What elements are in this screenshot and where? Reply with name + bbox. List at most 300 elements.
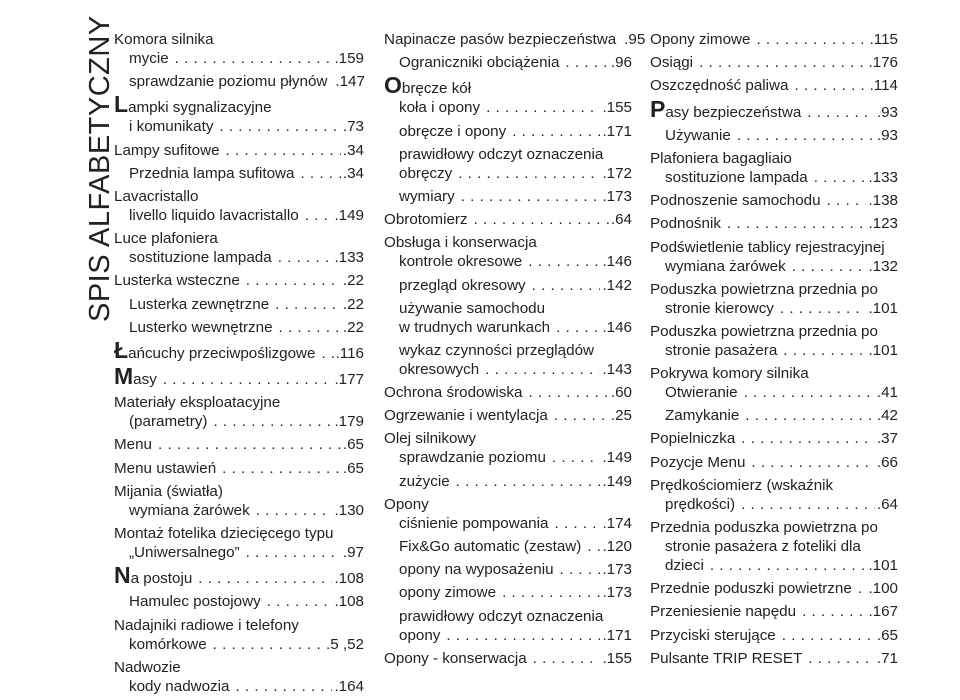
index-entry — [384, 341, 632, 360]
page-number: .173 — [602, 187, 632, 205]
leader-dots — [456, 472, 601, 491]
entry-term: stronie kierowcy — [665, 299, 774, 317]
leader-dots — [741, 495, 875, 514]
index-entry — [384, 560, 632, 579]
index-entry — [650, 95, 898, 122]
page-number: .93 — [876, 126, 898, 144]
index-entry — [650, 257, 898, 276]
leader-dots — [246, 271, 341, 290]
index-entry — [384, 472, 632, 491]
entry-term: prawidłowy odczyt oznaczenia — [399, 145, 604, 163]
index-entry — [114, 295, 364, 314]
entry-term: dzieci — [665, 557, 704, 574]
leader-dots — [512, 122, 600, 141]
section-initial-letter: N — [114, 562, 131, 589]
section-initial-letter: O — [384, 72, 402, 99]
entry-term: Przednia lampa sufitowa — [129, 164, 295, 182]
entry-term: Pulsante TRIP RESET — [650, 649, 803, 667]
page-number: .34 — [342, 141, 364, 159]
index-entry — [650, 476, 898, 495]
page-number: .138 — [868, 192, 898, 210]
index-entry — [114, 592, 364, 611]
leader-dots — [279, 318, 341, 337]
entry-term: Przednie poduszki powietrzne — [650, 580, 852, 598]
entry-term: opony na wyposażeniu — [399, 561, 554, 579]
index-entry — [650, 406, 898, 425]
index-entry — [650, 453, 898, 472]
entry-term: Prędkościomierz (wskaźnik — [650, 476, 834, 494]
index-entry — [650, 191, 898, 210]
entry-term: Ograniczniki obciążenia — [399, 54, 560, 72]
index-entry — [114, 635, 364, 654]
index-entry — [650, 53, 898, 72]
leader-dots — [226, 141, 341, 160]
index-entry — [384, 72, 632, 99]
page-number: .174 — [602, 514, 632, 532]
leader-dots — [780, 299, 867, 318]
page-number: .101 — [868, 557, 898, 574]
leader-dots — [587, 537, 600, 556]
leader-dots — [267, 592, 333, 611]
page-number: .97 — [342, 544, 364, 561]
entry-term: sostituzione lampada — [665, 168, 808, 186]
page-number: .146 — [602, 253, 632, 271]
entry-term: sostituzione lampada — [129, 249, 272, 267]
index-entry — [384, 187, 632, 206]
entry-term: Opony zimowe — [650, 31, 751, 48]
entry-term: Nadajniki radiowe i telefony — [114, 616, 299, 634]
entry-term: Obrotomierz — [384, 211, 468, 229]
leader-dots — [560, 560, 601, 579]
page-number: .100 — [868, 580, 898, 598]
page-number: .133 — [334, 249, 364, 267]
page-number: .60 — [610, 384, 632, 402]
page-number: .176 — [868, 54, 898, 72]
entry-term: Pozycje Menu — [650, 453, 746, 471]
index-entry — [650, 579, 898, 598]
page-number: .173 — [602, 561, 632, 579]
entry-term: Poduszka powietrzna przednia po — [650, 322, 878, 340]
index-entry — [114, 117, 364, 136]
leader-dots — [554, 514, 600, 533]
section-initial-letter: P — [650, 95, 666, 122]
leader-dots — [213, 635, 324, 654]
page-number: .149 — [334, 206, 364, 224]
index-entry — [384, 233, 632, 252]
page-number: .64 — [610, 211, 632, 229]
index-entry — [114, 91, 364, 118]
leader-dots — [528, 383, 608, 402]
leader-dots — [533, 649, 601, 668]
leader-dots — [756, 30, 867, 49]
page-number: .155 — [602, 99, 632, 117]
page-number: .64 — [876, 495, 898, 513]
index-entry — [114, 248, 364, 267]
index-entry — [114, 616, 364, 635]
page-number: .115 — [869, 31, 898, 48]
entry-term: (parametry) — [129, 413, 208, 431]
page-number: .171 — [602, 626, 632, 644]
page-number: .130 — [334, 501, 364, 519]
entry-term: asy — [133, 371, 157, 389]
leader-dots — [710, 556, 867, 575]
index-column-1 — [114, 30, 364, 700]
page-number: .22 — [342, 295, 364, 313]
page-number: .167 — [868, 603, 898, 621]
entry-term: wymiana żarówek — [129, 501, 250, 519]
leader-dots — [163, 370, 333, 389]
leader-dots — [219, 117, 340, 136]
index-entry — [114, 412, 364, 431]
page-number: .171 — [602, 122, 632, 140]
entry-term: zużycie — [399, 472, 450, 490]
index-entry — [650, 76, 898, 95]
entry-term: Lusterka zewnętrzne — [129, 295, 270, 313]
index-entry — [650, 518, 898, 537]
page-number: .120 — [602, 538, 632, 555]
index-entry — [114, 336, 364, 363]
page-number: .101 — [868, 299, 898, 317]
index-entry — [650, 149, 898, 168]
index-entry — [650, 364, 898, 383]
leader-dots — [827, 191, 867, 210]
index-entry — [650, 214, 898, 233]
leader-dots — [305, 206, 333, 225]
page-number: .172 — [602, 164, 632, 182]
leader-dots — [486, 98, 600, 117]
index-entry — [384, 429, 632, 448]
leader-dots — [222, 459, 341, 478]
page-number: .159 — [334, 50, 364, 67]
leader-dots — [745, 406, 875, 425]
entry-term: Olej silnikowy — [384, 430, 476, 448]
index-entry — [384, 276, 632, 295]
index-entry — [650, 238, 898, 257]
entry-term: sprawdzanie poziomu — [399, 449, 546, 467]
page-number: .123 — [868, 215, 898, 233]
index-entry — [384, 495, 632, 514]
index-entry — [384, 145, 632, 164]
entry-term: Podnośnik — [650, 215, 721, 233]
leader-dots — [502, 583, 600, 602]
page-number: .25 — [610, 407, 632, 425]
side-title — [52, 15, 116, 322]
entry-term: wykaz czynności przeglądów — [399, 341, 594, 359]
entry-term: Otwieranie — [665, 384, 738, 402]
index-entry — [650, 383, 898, 402]
page-number: .93 — [876, 103, 898, 121]
leader-dots — [321, 344, 333, 363]
entry-term: sprawdzanie poziomu płynów — [129, 73, 328, 91]
leader-dots — [727, 214, 867, 233]
leader-dots — [858, 579, 867, 598]
leader-dots — [246, 543, 341, 562]
entry-term: obręczy — [399, 164, 453, 182]
page-number: .73 — [342, 118, 364, 136]
entry-term: Przyciski sterujące — [650, 626, 776, 644]
leader-dots — [556, 318, 600, 337]
entry-term: Menu — [114, 436, 152, 454]
leader-dots — [198, 569, 332, 588]
page-number: .114 — [869, 77, 898, 95]
entry-term: Opony - konserwacja — [384, 649, 527, 667]
leader-dots — [474, 210, 609, 229]
entry-term: Mijania (światła) — [114, 482, 223, 500]
entry-term: Lusterka wsteczne — [114, 272, 240, 290]
index-entry — [384, 583, 632, 602]
index-entry — [114, 363, 364, 390]
page-number: .65 — [342, 459, 364, 477]
page-number: .42 — [876, 407, 898, 425]
entry-term: Podświetlenie tablicy rejestracyjnej — [650, 238, 885, 256]
page-number: .147 — [335, 73, 365, 91]
entry-term: Luce plafoniera — [114, 230, 218, 248]
index-column-2 — [384, 30, 646, 672]
entry-term: opony zimowe — [399, 584, 497, 602]
page-number: .66 — [876, 453, 898, 471]
page-number: .65 — [876, 626, 898, 644]
entry-term: komórkowe — [129, 635, 207, 653]
page-number: .179 — [334, 413, 364, 431]
entry-term: koła i opony — [399, 99, 481, 117]
page-number: .132 — [868, 257, 898, 275]
leader-dots — [782, 626, 875, 645]
entry-term: a postoju — [130, 570, 193, 588]
entry-term: kontrole okresowe — [399, 253, 523, 271]
index-entry — [384, 649, 632, 668]
index-entry — [650, 602, 898, 621]
entry-term: Plafoniera bagagliaio — [650, 149, 792, 167]
index-entry — [384, 122, 632, 141]
leader-dots — [807, 103, 875, 122]
index-entry — [114, 562, 364, 589]
index-entry — [114, 49, 364, 68]
leader-dots — [278, 248, 333, 267]
leader-dots — [528, 252, 600, 271]
entry-term: Lavacristallo — [114, 187, 199, 205]
entry-term: Komora silnika — [114, 31, 214, 48]
section-initial-letter: M — [114, 363, 134, 390]
index-entry — [650, 322, 898, 341]
index-entry — [384, 537, 632, 556]
leader-dots — [737, 126, 875, 145]
index-entry — [114, 524, 364, 543]
index-entry — [114, 501, 364, 520]
index-entry — [114, 141, 364, 160]
leader-dots — [300, 164, 340, 183]
entry-term: Lampy sufitowe — [114, 141, 220, 159]
section-initial-letter: Ł — [114, 336, 129, 363]
entry-term: Opony — [384, 495, 429, 513]
page-number: .133 — [868, 168, 898, 186]
index-entry — [650, 537, 898, 556]
leader-dots — [565, 53, 608, 72]
leader-dots — [175, 49, 333, 68]
entry-term: Obsługa i konserwacja — [384, 234, 537, 252]
index-entry — [650, 495, 898, 514]
entry-term: ańcuchy przeciwpoślizgowe — [128, 344, 316, 362]
leader-dots — [554, 406, 609, 425]
index-entry — [650, 280, 898, 299]
page-number: .108 — [334, 593, 364, 611]
leader-dots — [446, 626, 600, 645]
index-entry — [384, 607, 632, 626]
entry-term: Osiągi — [650, 54, 694, 72]
index-entry — [114, 677, 364, 696]
entry-term: prawidłowy odczyt oznaczenia — [399, 607, 604, 625]
page-number: .95 — [624, 31, 646, 48]
entry-term: Materiały eksploatacyjne — [114, 394, 281, 412]
index-entry — [384, 210, 632, 229]
page-number: .155 — [602, 649, 632, 667]
index-entry — [650, 299, 898, 318]
page-number: .149 — [602, 472, 632, 490]
index-entry — [114, 658, 364, 677]
entry-term: Oszczędność paliwa — [650, 77, 789, 95]
index-entry — [650, 126, 898, 145]
index-entry — [384, 514, 632, 533]
page-number: .65 — [342, 436, 364, 454]
index-entry — [384, 299, 632, 318]
entry-term: opony — [399, 626, 441, 644]
leader-dots — [552, 448, 601, 467]
entry-term: Przednia poduszka powietrzna po — [650, 519, 878, 536]
index-entry — [650, 429, 898, 448]
leader-dots — [741, 429, 875, 448]
index-entry — [384, 53, 632, 72]
index-entry — [384, 164, 632, 183]
leader-dots — [792, 257, 867, 276]
entry-term: Menu ustawień — [114, 459, 217, 477]
entry-term: Popielniczka — [650, 430, 736, 448]
page-number: .149 — [602, 449, 632, 467]
leader-dots — [532, 276, 601, 295]
entry-term: Hamulec postojowy — [129, 593, 261, 611]
leader-dots — [213, 412, 332, 431]
page-number: .143 — [602, 360, 632, 378]
entry-term: Podnoszenie samochodu — [650, 192, 821, 210]
leader-dots — [783, 341, 866, 360]
leader-dots — [485, 360, 600, 379]
index-entry — [384, 30, 646, 49]
entry-term: Lusterko wewnętrzne — [129, 318, 273, 336]
entry-term: ampki sygnalizacyjne — [128, 99, 272, 117]
entry-term: „Uniwersalnego” — [129, 544, 240, 561]
entry-term: Napinacze pasów bezpieczeństwa — [384, 31, 617, 48]
leader-dots — [802, 602, 866, 621]
page-number: .108 — [334, 570, 364, 588]
index-entry — [650, 556, 898, 575]
page-number: .173 — [602, 584, 632, 602]
page-number: .164 — [334, 677, 364, 695]
leader-dots — [275, 295, 341, 314]
entry-term: bręcze kół — [401, 80, 472, 98]
entry-term: stronie pasażera — [665, 341, 778, 359]
page-number: .142 — [602, 276, 632, 294]
entry-term: Zamykanie — [665, 407, 740, 425]
entry-term: wymiana żarówek — [665, 257, 786, 275]
index-entry — [114, 318, 364, 337]
entry-term: asy bezpieczeństwa — [665, 103, 802, 121]
leader-dots — [158, 435, 341, 454]
side-title-text: SPIS ALFABETYCZNY — [84, 15, 116, 322]
page-number: .96 — [610, 54, 632, 72]
page-number: .37 — [876, 430, 898, 448]
index-entry — [114, 435, 364, 454]
index-entry — [384, 626, 632, 645]
index-entry — [650, 649, 898, 668]
index-entry — [384, 318, 632, 337]
index-entry — [114, 482, 364, 501]
page-number: .34 — [342, 164, 364, 182]
entry-term: mycie — [129, 50, 169, 67]
leader-dots — [235, 677, 332, 696]
leader-dots — [461, 187, 601, 206]
page-number: .116 — [335, 344, 364, 362]
index-column-3 — [650, 30, 898, 672]
page-number: .101 — [868, 341, 898, 359]
index-entry — [650, 626, 898, 645]
entry-term: używanie samochodu — [399, 299, 546, 317]
entry-term: w trudnych warunkach — [399, 318, 551, 336]
index-entry — [114, 229, 364, 248]
entry-term: ciśnienie pompowania — [399, 514, 549, 532]
index-entry — [650, 30, 898, 49]
leader-dots — [744, 383, 875, 402]
index-entry — [114, 543, 364, 562]
entry-term: Nadwozie — [114, 658, 181, 676]
index-entry — [114, 206, 364, 225]
entry-term: przegląd okresowy — [399, 276, 526, 294]
index-entry — [114, 459, 364, 478]
page-number: .146 — [602, 318, 632, 336]
entry-term: livello liquido lavacristallo — [129, 206, 299, 224]
leader-dots — [751, 453, 874, 472]
entry-term: wymiary — [399, 187, 455, 205]
index-entry — [114, 271, 364, 290]
entry-term: Ochrona środowiska — [384, 384, 523, 402]
entry-term: Przeniesienie napędu — [650, 603, 797, 621]
leader-dots — [794, 76, 867, 95]
entry-term: kody nadwozia — [129, 677, 230, 695]
page-number: .22 — [342, 272, 364, 290]
index-entry — [384, 252, 632, 271]
index-entry — [384, 383, 632, 402]
index-entry — [114, 187, 364, 206]
entry-term: Pokrywa komory silnika — [650, 365, 809, 383]
index-entry — [384, 98, 632, 117]
leader-dots — [808, 649, 875, 668]
index-entry — [114, 72, 364, 91]
index-entry — [114, 164, 364, 183]
leader-dots — [458, 164, 600, 183]
entry-term: i komunikaty — [129, 118, 214, 136]
entry-term: prędkości) — [665, 495, 736, 513]
leader-dots — [814, 168, 867, 187]
index-entry — [650, 341, 898, 360]
entry-term: stronie pasażera z foteliki dla — [665, 538, 861, 555]
entry-term: Ogrzewanie i wentylacja — [384, 407, 548, 425]
section-initial-letter: L — [114, 91, 129, 118]
index-entry — [650, 168, 898, 187]
index-entry — [384, 406, 632, 425]
entry-term: obręcze i opony — [399, 122, 507, 140]
entry-term: Poduszka powietrzna przednia po — [650, 280, 878, 298]
page-number: .5 ,52 — [326, 635, 364, 653]
entry-term: Fix&Go automatic (zestaw) — [399, 538, 582, 555]
index-entry — [114, 393, 364, 412]
index-entry — [384, 448, 632, 467]
